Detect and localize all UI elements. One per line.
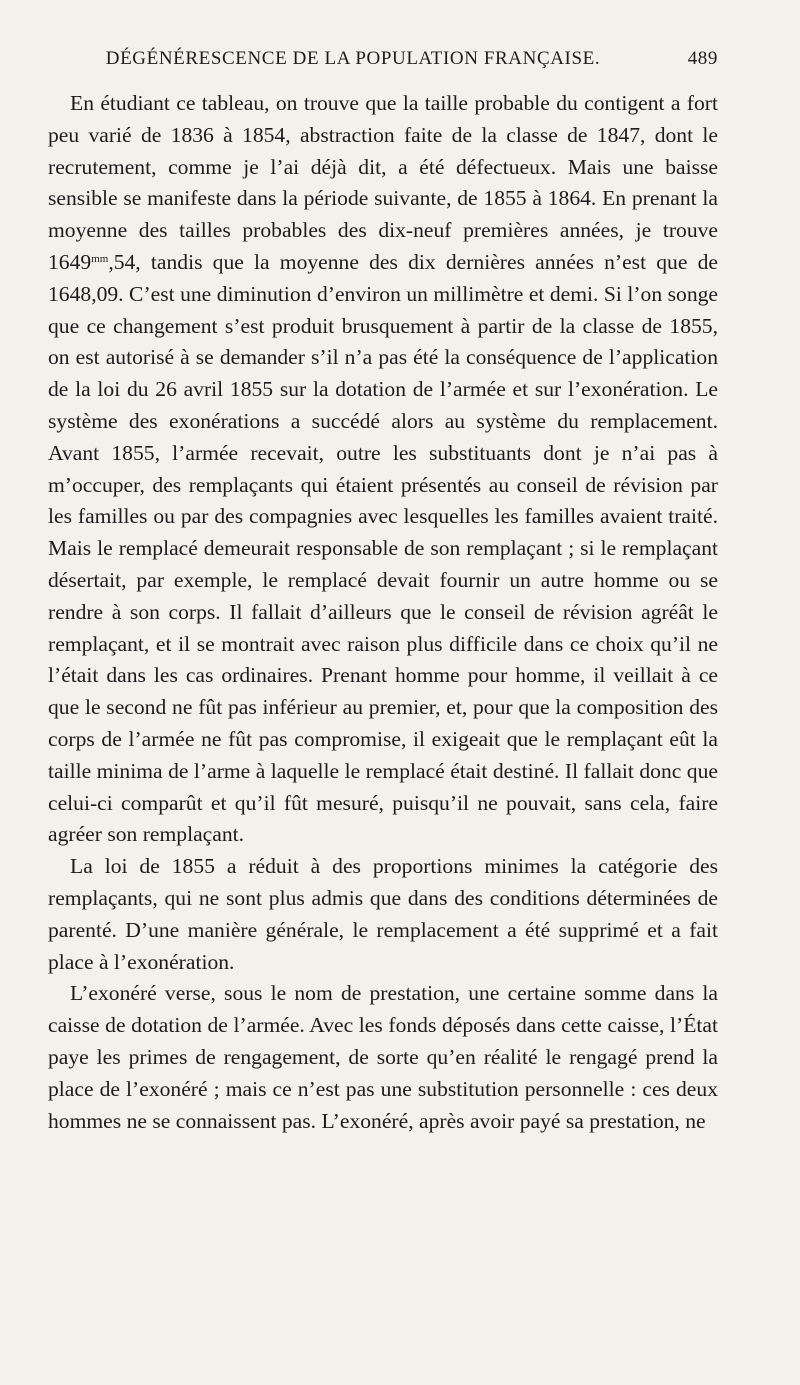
paragraph-1 [48,88,718,851]
paragraph-1-text-start: En étudiant ce tableau, on trouve que la taille probable du contigent a fort peu varié de 1836 à 1854, abstraction faite de la classe de 1847, dont le recrutement, comme je l’ai déjà dit, a été défectueux. Mais une baisse sensible se manifeste dans la période suivante, de 1855 à 1864. En prenant la moyenne des tailles probables des dix-neuf premières années, je trouve 1649 [48,91,718,274]
page-number: 489 [687,48,718,69]
running-head [48,48,718,88]
paragraph-1-text-end: ,54, tandis que la moyenne des dix dernières années n’est que de 1648,09. C’est une diminution d’environ un millimètre et demi. Si l’on songe que ce changement s’est produit brusquement à partir de la classe de 1855, on est autorisé à se demander s’il n’a pas été la conséquence de l’application de la loi du 26 avril 1855 sur la dotation de l’armée et sur l’exonération. Le système des exonérations a succédé alors au système du remplacement. Avant 1855, l’armée recevait, outre les substituants dont je n’ai pas à m’occuper, des remplaçants qui étaient présentés au conseil de révision par les familles ou par des compagnies avec lesquelles les familles avaient traité. Mais le remplacé demeurait responsable de son remplaçant ; si le remplaçant désertait, par exemple, le remplacé devait fournir un autre homme ou se rendre à son corps. Il fallait d’ailleurs que le conseil de révision agréât le remplaçant, et il se montrait avec raison plus difficile dans ce choix qu’il ne l’était dans les cas ordinaires. Prenant homme pour homme, il veillait à ce que le second ne fût pas inférieur au premier, et, pour que la composition des corps de l’armée ne fût pas compromise, il exigeait que le remplaçant eût la taille minima de l’arme à laquelle le remplacé était destiné. Il fallait donc que celui-ci comparût et qu’il fût mesuré, puisqu’il ne pouvait, sans cela, faire agréer son remplaçant. [48,249,718,847]
millimeter-superscript: mm [91,252,109,265]
paragraph-2: La loi de 1855 a réduit à des proportions minimes la catégorie des remplaçants, qui ne sont plus admis que dans des conditions déterminées de parenté. D’une manière générale, le remplacement a été supprimé et a fait place à l’exonération. [48,854,718,974]
paragraph-3: L’exonéré verse, sous le nom de prestation, une certaine somme dans la caisse de dotation de l’armée. Avec les fonds déposés dans cette caisse, l’État paye les primes de rengagement, de sorte qu’en réalité le rengagé prend la place de l’exonéré ; mais ce n’est pas une substitution personnelle : ces deux hommes ne se connaissent pas. L’exonéré, après avoir payé sa prestation, ne [48,981,718,1133]
body-text [48,88,718,1137]
running-title: DÉGÉNÉRESCENCE DE LA POPULATION FRANÇAISE. [105,48,601,69]
